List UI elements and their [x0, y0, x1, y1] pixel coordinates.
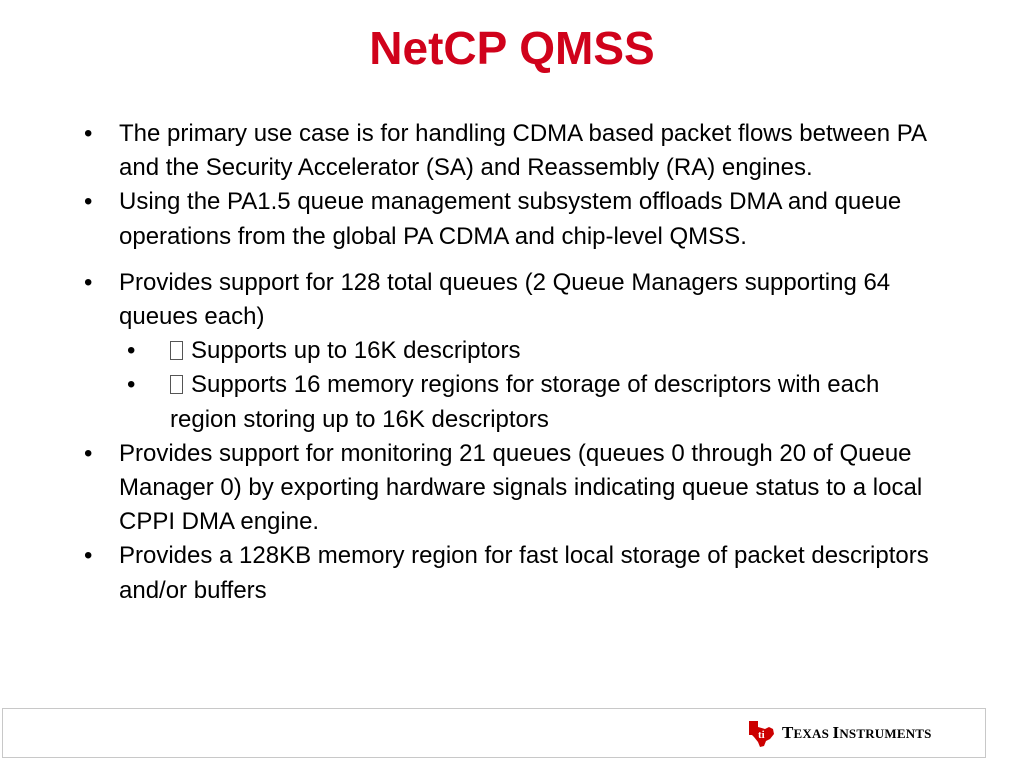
- logo-wordmark: TEXAS INSTRUMENTS: [782, 723, 932, 742]
- bullet-item: [80, 437, 940, 540]
- texas-instruments-logo: [746, 716, 932, 750]
- bullet-text: Provides a 128KB memory region for fast local storage of packet descriptors and/or buffers: [119, 542, 929, 604]
- bullet-item: [80, 539, 940, 607]
- sub-bullet-item: [119, 334, 940, 368]
- slide-title: NetCP QMSS: [369, 22, 655, 74]
- bullet-marker: •: [84, 439, 93, 467]
- texas-state-icon: [746, 717, 776, 749]
- sub-bullet-list: [119, 334, 940, 437]
- sub-bullet-item: [119, 368, 940, 436]
- sub-bullet-text: Supports 16 memory regions for storage of descriptors with each region storing up to 16K descriptors: [170, 371, 880, 433]
- missing-glyph-icon: [170, 341, 183, 360]
- sub-bullet-text: Supports up to 16K descriptors: [191, 337, 521, 365]
- svg-text:ti: ti: [758, 729, 765, 741]
- missing-glyph-icon: [170, 375, 183, 394]
- bullet-marker: •: [84, 542, 93, 570]
- bullet-text: Provides support for monitoring 21 queues (queues 0 through 20 of Queue Manager 0) by exporting hardware signals indicating queue status to a local CPPI DMA engine.: [119, 439, 923, 536]
- bullet-list: [80, 117, 940, 608]
- bullet-marker: •: [127, 371, 136, 399]
- bullet-marker: •: [84, 268, 93, 296]
- bullet-text: Provides support for 128 total queues (2 Queue Managers supporting 64 queues each): [119, 268, 891, 331]
- bullet-item: [80, 266, 940, 437]
- bullet-marker: •: [84, 120, 93, 147]
- bullet-text: The primary use case is for handling CDMA based packet flows between PA and the Security Accelerator (SA) and Reassembly (RA) engines.: [119, 120, 926, 182]
- bullet-marker: •: [127, 337, 136, 365]
- bullet-text: Using the PA1.5 queue management subsystem offloads DMA and queue operations from the global PA CDMA and chip-level QMSS.: [119, 188, 902, 250]
- bullet-item: [80, 185, 940, 253]
- bullet-item: [80, 117, 940, 185]
- bullet-marker: •: [84, 188, 93, 216]
